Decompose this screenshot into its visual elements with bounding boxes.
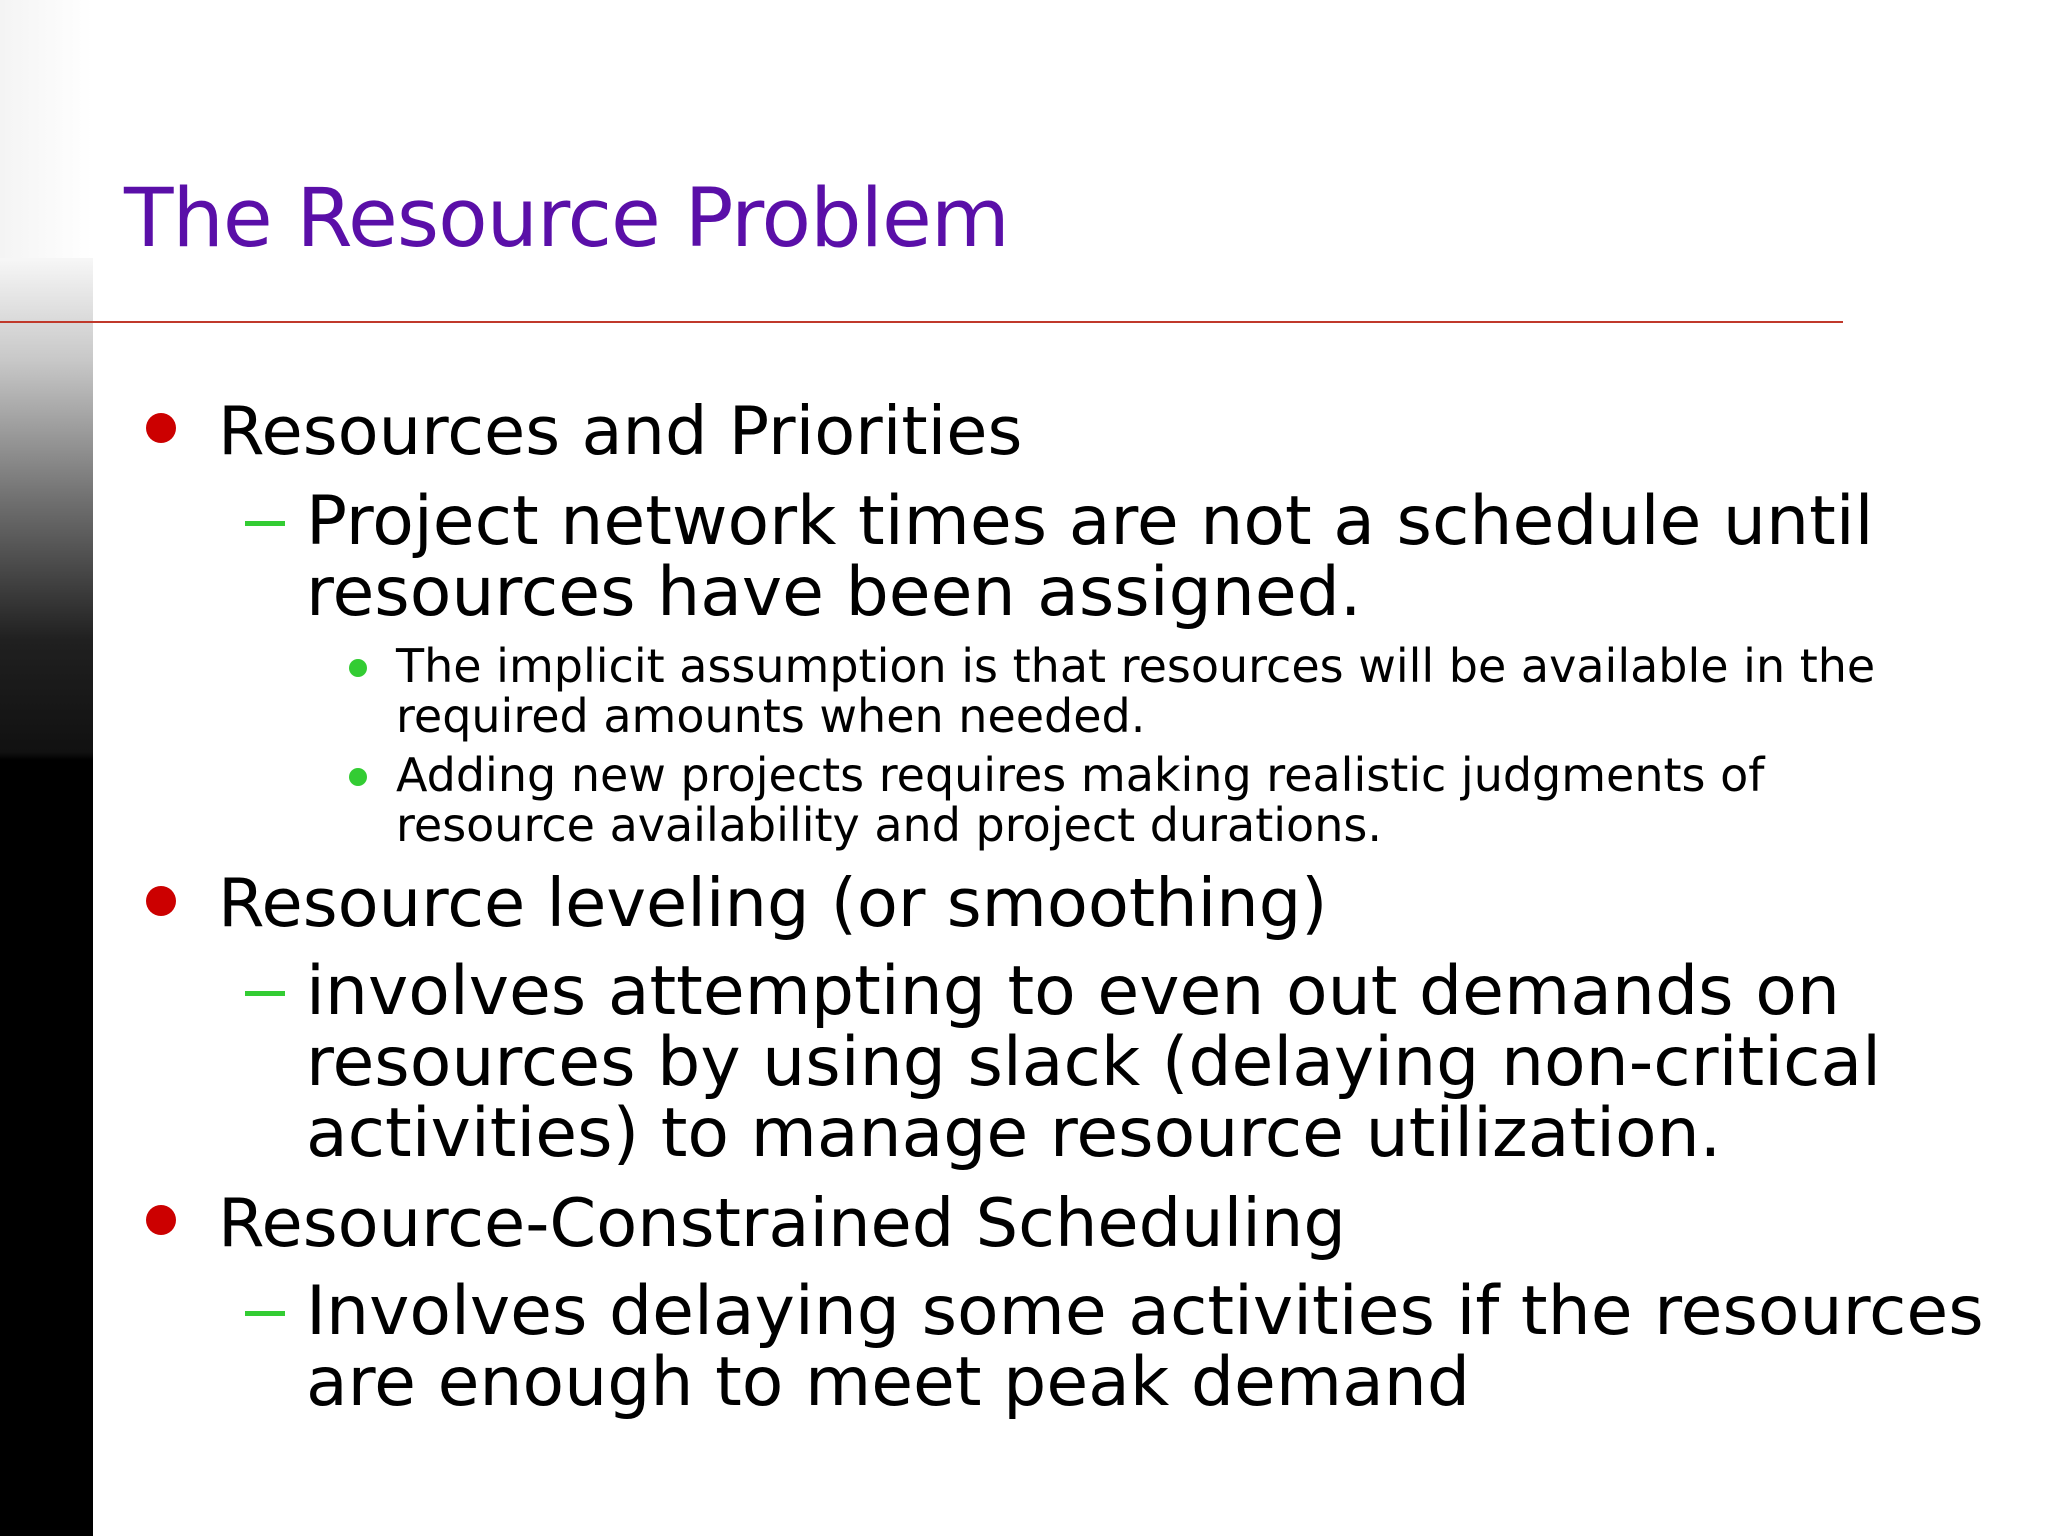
item-1-point-1-line-2: required amounts when needed.	[396, 689, 1146, 743]
item-1-subitem-line-1: Project network times are not a schedule until	[306, 482, 1874, 561]
dash-2-icon	[245, 991, 285, 996]
bullet-1-icon	[146, 413, 176, 443]
item-3-heading: Resource-Constrained Scheduling	[218, 1184, 1346, 1262]
item-1-point-2	[396, 750, 1764, 850]
bullet-2-icon	[146, 886, 176, 916]
item-1-heading: Resources and Priorities	[218, 392, 1023, 470]
item-2-heading: Resource leveling (or smoothing)	[218, 864, 1328, 942]
item-2-subitem-line-3: activities) to manage resource utilization.	[306, 1094, 1722, 1173]
item-1-subitem	[306, 482, 1874, 632]
item-3-subitem-line-2: are enough to meet peak demand	[306, 1343, 1471, 1422]
item-1-point-2-line-1: Adding new projects requires making realistic judgments of	[396, 748, 1765, 802]
item-1-point-1-line-1: The implicit assumption is that resources will be available in the	[396, 639, 1876, 693]
slide-title: The Resource Problem	[124, 172, 1009, 266]
point-1-1-icon	[349, 659, 367, 677]
item-2-subitem-line-1: involves attempting to even out demands on	[306, 952, 1840, 1031]
item-3-subitem	[306, 1272, 1984, 1422]
item-3-subitem-line-1: Involves delaying some activities if the resources	[306, 1272, 1984, 1351]
dash-3-icon	[245, 1311, 285, 1316]
item-1-subitem-line-2: resources have been assigned.	[306, 553, 1362, 632]
bullet-3-icon	[146, 1205, 176, 1235]
item-2-subitem-line-2: resources by using slack (delaying non-critical	[306, 1023, 1882, 1102]
item-2-subitem	[306, 952, 1882, 1173]
point-1-2-icon	[349, 768, 367, 786]
item-1-point-2-line-2: resource availability and project durations.	[396, 798, 1382, 852]
item-1-point-1	[396, 641, 1875, 741]
dash-1-icon	[245, 521, 285, 526]
